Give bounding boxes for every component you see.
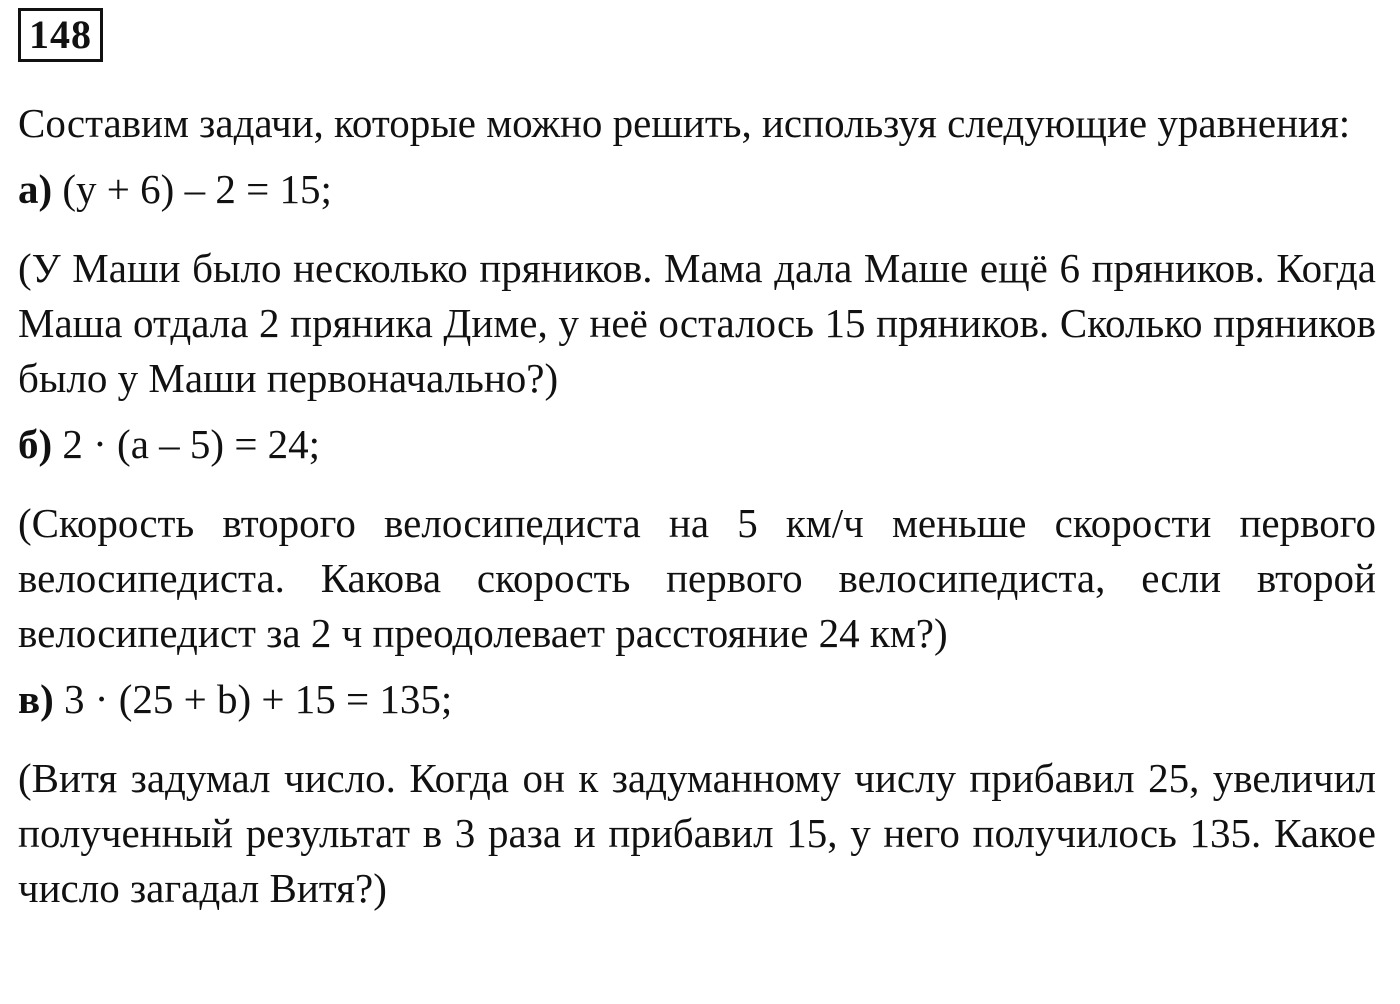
document-page bbox=[18, 8, 1376, 916]
story-b: (Скорость второго велосипедиста на 5 км/ч меньше скорости первого велосипедиста. Какова скорость первого велосипедиста, если второй велосипедист за 2 ч преодолевает расстояние 24 км?) bbox=[18, 500, 1376, 656]
problem-number: 148 bbox=[18, 8, 103, 62]
equation-b-label: б) bbox=[18, 421, 53, 467]
equation-b-text: 2 · (a – 5) = 24; bbox=[62, 421, 321, 467]
story-c: (Витя задумал число. Когда он к задуманному числу прибавил 25, увеличил полученный результат в 3 раза и прибавил 15, у него получилось 135. Какое число загадал Витя?) bbox=[18, 755, 1376, 911]
equation-a bbox=[18, 162, 1376, 217]
equation-c-text: 3 · (25 + b) + 15 = 135; bbox=[64, 676, 453, 722]
intro-text: Составим задачи, которые можно решить, используя следующие уравнения: bbox=[18, 100, 1351, 146]
equation-a-text: (y + 6) – 2 = 15; bbox=[62, 166, 332, 212]
equation-b bbox=[18, 417, 1376, 472]
equation-c bbox=[18, 672, 1376, 727]
story-a: (У Маши было несколько пряников. Мама дала Маше ещё 6 пряников. Когда Маша отдала 2 пряника Диме, у неё осталось 15 пряников. Сколько пряников было у Маши первоначально?) bbox=[18, 245, 1376, 401]
equation-a-label: а) bbox=[18, 166, 53, 212]
equation-c-label: в) bbox=[18, 676, 54, 722]
